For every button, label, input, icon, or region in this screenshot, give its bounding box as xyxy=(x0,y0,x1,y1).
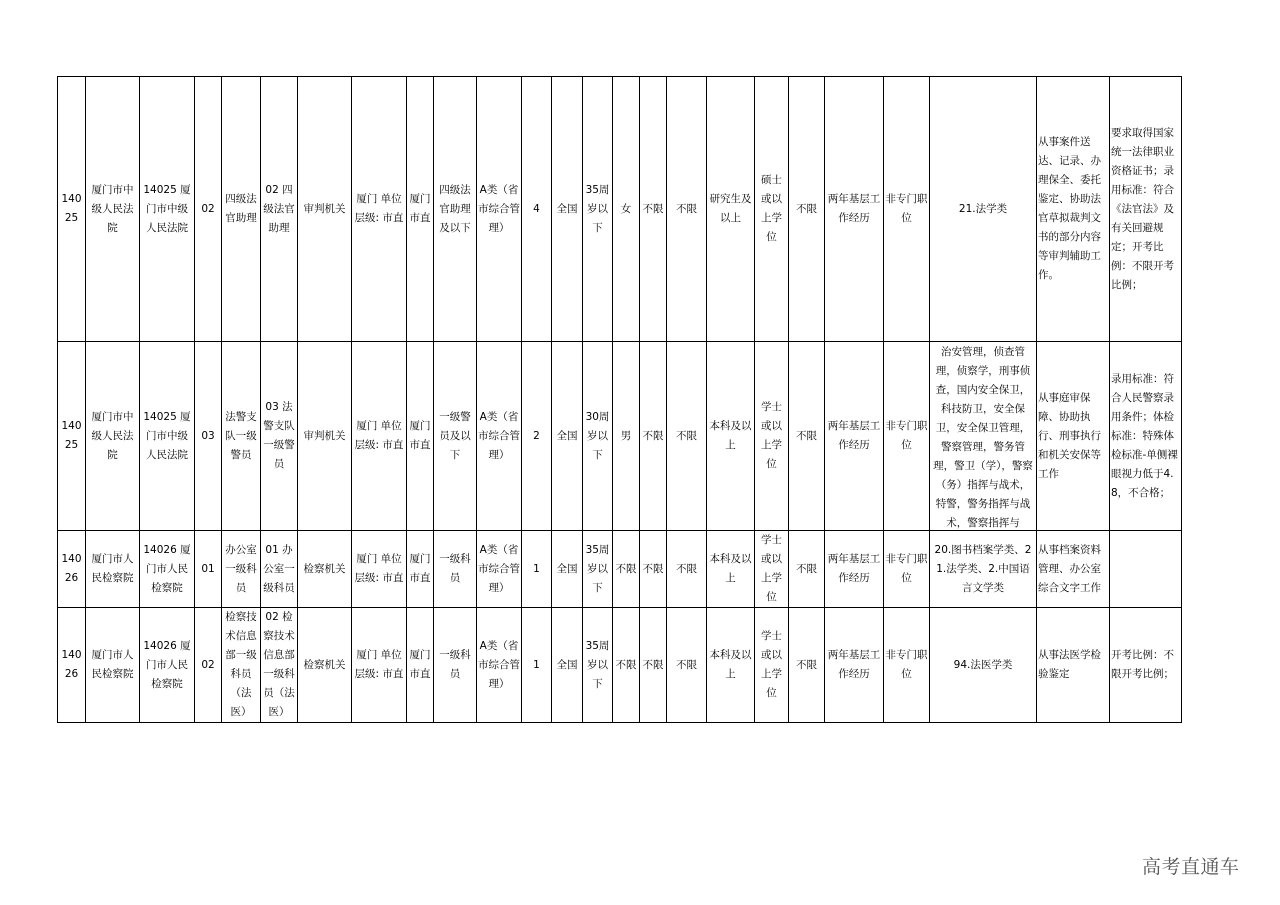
cell-region: 厦门市直 xyxy=(407,342,434,531)
cell-education: 本科及以上 xyxy=(707,608,755,723)
cell-gender: 女 xyxy=(613,77,640,342)
cell-experience: 两年基层工作经历 xyxy=(825,531,884,608)
cell-age: 35周岁以下 xyxy=(583,608,613,723)
cell-quota: 1 xyxy=(522,531,552,608)
cell-position-code: 01 xyxy=(195,531,222,608)
cell-major xyxy=(930,342,1037,531)
cell-unit-level: 厦门 单位层级: 市直 xyxy=(352,608,407,723)
cell-position-type: 非专门职位 xyxy=(884,608,930,723)
cell-gender: 不限 xyxy=(613,531,640,608)
cell-position-type: 非专门职位 xyxy=(884,342,930,531)
cell-req-c: 不限 xyxy=(789,531,825,608)
cell-category: A类（省市综合管理） xyxy=(477,531,522,608)
cell-hiring-unit: 14026 厦门市人民检察院 xyxy=(140,608,195,723)
cell-unit-level: 厦门 单位层级: 市直 xyxy=(352,77,407,342)
cell-req-c: 不限 xyxy=(789,77,825,342)
cell-req-c: 不限 xyxy=(789,342,825,531)
cell-agency-type: 检察机关 xyxy=(298,531,352,608)
cell-position-code: 02 xyxy=(195,77,222,342)
cell-position-full: 02 四级法官助理 xyxy=(261,77,298,342)
cell-rank: 四级法官助理及以下 xyxy=(434,77,477,342)
cell-duties: 从事案件送达、记录、办理保全、委托鉴定、协助法官草拟裁判文书的部分内容等审判辅助工作。 xyxy=(1037,77,1110,342)
cell-unit-name: 厦门市中级人民法院 xyxy=(86,342,140,531)
cell-req-b: 不限 xyxy=(667,608,707,723)
cell-unit-code: 14026 xyxy=(58,608,86,723)
cell-req-a: 不限 xyxy=(640,608,667,723)
cell-req-b: 不限 xyxy=(667,531,707,608)
cell-age: 35周岁以下 xyxy=(583,77,613,342)
cell-position-full: 03 法警支队一级警员 xyxy=(261,342,298,531)
cell-category: A类（省市综合管理） xyxy=(477,608,522,723)
cell-req-b: 不限 xyxy=(667,77,707,342)
cell-position-name: 四级法官助理 xyxy=(222,77,261,342)
cell-age: 35周岁以下 xyxy=(583,531,613,608)
cell-position-code: 02 xyxy=(195,608,222,723)
cell-position-type: 非专门职位 xyxy=(884,531,930,608)
cell-category: A类（省市综合管理） xyxy=(477,342,522,531)
cell-rank: 一级科员 xyxy=(434,531,477,608)
table-row xyxy=(58,77,1182,342)
cell-experience: 两年基层工作经历 xyxy=(825,608,884,723)
cell-region: 厦门市直 xyxy=(407,608,434,723)
cell-unit-name: 厦门市中级人民法院 xyxy=(86,77,140,342)
cell-category: A类（省市综合管理） xyxy=(477,77,522,342)
cell-position-name: 法警支队一级警员 xyxy=(222,342,261,531)
cell-hiring-unit: 14025 厦门市中级人民法院 xyxy=(140,77,195,342)
cell-req-a: 不限 xyxy=(640,531,667,608)
table-row xyxy=(58,531,1182,608)
cell-experience: 两年基层工作经历 xyxy=(825,77,884,342)
cell-position-code: 03 xyxy=(195,342,222,531)
table-row xyxy=(58,608,1182,723)
table-row xyxy=(58,342,1182,531)
cell-rank: 一级科员 xyxy=(434,608,477,723)
cell-position-type: 非专门职位 xyxy=(884,77,930,342)
cell-req-b: 不限 xyxy=(667,342,707,531)
cell-agency-type: 审判机关 xyxy=(298,342,352,531)
cell-major: 21.法学类 xyxy=(930,77,1037,342)
cell-degree: 学士或以上学位 xyxy=(755,342,789,531)
cell-region: 厦门市直 xyxy=(407,531,434,608)
cell-education: 本科及以上 xyxy=(707,342,755,531)
cell-scope: 全国 xyxy=(552,342,583,531)
cell-agency-type: 审判机关 xyxy=(298,77,352,342)
cell-experience: 两年基层工作经历 xyxy=(825,342,884,531)
cell-req-c: 不限 xyxy=(789,608,825,723)
cell-age: 30周岁以下 xyxy=(583,342,613,531)
cell-unit-code: 14026 xyxy=(58,531,86,608)
cell-unit-level: 厦门 单位层级: 市直 xyxy=(352,342,407,531)
cell-duties: 从事庭审保障、协助执行、刑事执行和机关安保等工作 xyxy=(1037,342,1110,531)
cell-position-name: 检察技术信息部一级科员（法医） xyxy=(222,608,261,723)
cell-scope: 全国 xyxy=(552,531,583,608)
cell-degree: 学士或以上学位 xyxy=(755,608,789,723)
cell-major: 20.图书档案学类、21.法学类、2.中国语言文学类 xyxy=(930,531,1037,608)
cell-position-full: 02 检察技术信息部一级科员（法医） xyxy=(261,608,298,723)
watermark-text: 高考直通车 xyxy=(1142,856,1240,878)
cell-gender: 男 xyxy=(613,342,640,531)
cell-unit-level: 厦门 单位层级: 市直 xyxy=(352,531,407,608)
cell-quota: 2 xyxy=(522,342,552,531)
cell-agency-type: 检察机关 xyxy=(298,608,352,723)
cell-unit-name: 厦门市人民检察院 xyxy=(86,608,140,723)
cell-degree: 硕士或以上学位 xyxy=(755,77,789,342)
cell-major-text: 治安管理，侦查管理，侦察学，刑事侦查，国内安全保卫，科技防卫，安全保卫，安全保卫管理，警察管理，警务管理，警卫（学），警察（务）指挥与战术，特警，警务指挥与战术，警察指挥与 xyxy=(933,346,1033,529)
cell-quota: 1 xyxy=(522,608,552,723)
cell-unit-code: 14025 xyxy=(58,342,86,531)
cell-degree: 学士或以上学位 xyxy=(755,531,789,608)
cell-notes: 要求取得国家统一法律职业资格证书；录用标准：符合《法官法》及有关回避规定；开考比例：不限开考比例； xyxy=(1110,77,1182,342)
cell-quota: 4 xyxy=(522,77,552,342)
cell-unit-name: 厦门市人民检察院 xyxy=(86,531,140,608)
cell-req-a: 不限 xyxy=(640,77,667,342)
cell-education: 本科及以上 xyxy=(707,531,755,608)
recruitment-table xyxy=(57,76,1182,723)
cell-region: 厦门市直 xyxy=(407,77,434,342)
cell-req-a: 不限 xyxy=(640,342,667,531)
cell-scope: 全国 xyxy=(552,77,583,342)
cell-hiring-unit: 14025 厦门市中级人民法院 xyxy=(140,342,195,531)
cell-hiring-unit: 14026 厦门市人民检察院 xyxy=(140,531,195,608)
cell-notes: 开考比例：不限开考比例； xyxy=(1110,608,1182,723)
cell-education: 研究生及以上 xyxy=(707,77,755,342)
cell-duties: 从事法医学检验鉴定 xyxy=(1037,608,1110,723)
cell-rank: 一级警员及以下 xyxy=(434,342,477,531)
cell-gender: 不限 xyxy=(613,608,640,723)
cell-notes: 录用标准：符合人民警察录用条件；体检标准：特殊体检标准-单侧裸眼视力低于4.8，不合格； xyxy=(1110,342,1182,531)
cell-position-full: 01 办公室一级科员 xyxy=(261,531,298,608)
cell-unit-code: 14025 xyxy=(58,77,86,342)
cell-notes xyxy=(1110,531,1182,608)
cell-major: 94.法医学类 xyxy=(930,608,1037,723)
cell-scope: 全国 xyxy=(552,608,583,723)
cell-position-name: 办公室一级科员 xyxy=(222,531,261,608)
cell-duties: 从事档案资料管理、办公室综合文字工作 xyxy=(1037,531,1110,608)
